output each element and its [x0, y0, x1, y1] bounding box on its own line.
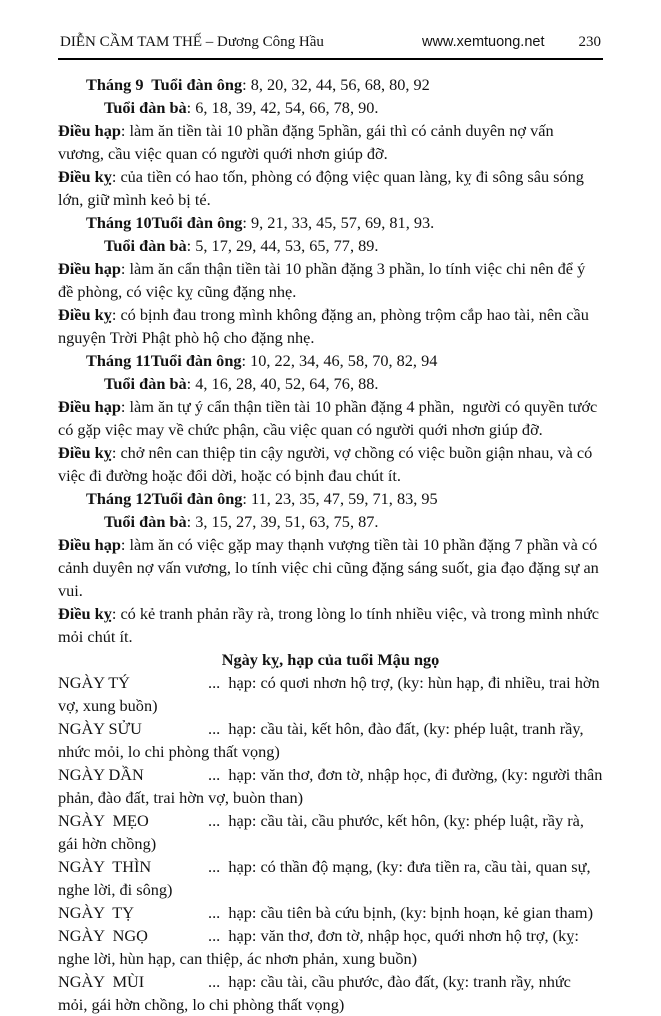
dieu-ky-text: : của tiền có hao tốn, phòng có động việc quan làng, kỵ đi sông sâu sóng lớn, giữ mình keỏ bị té.: [58, 167, 588, 209]
day-text: ... hạp: có quơi nhơn hộ trợ, (ky: hùn hạp, đi nhiều, trai hờn vợ, xung buồn): [58, 673, 604, 715]
day-row-dan: [58, 763, 607, 809]
day-name: NGÀY SỬU: [58, 719, 142, 738]
dieu-hap-paragraph: [58, 257, 603, 303]
dieu-ky-label: Điều kỵ: [58, 443, 112, 462]
dieu-hap-text: : làm ăn tự ý cẩn thận tiền tài 10 phần đặng 4 phần, người có quyền tước có gặp việc may về chức phận, cầu việc quan có người quới nhơn giúp đỡ.: [58, 397, 602, 439]
month-women-values: : 5, 17, 29, 44, 53, 65, 77, 89.: [186, 236, 379, 255]
dieu-hap-paragraph: [58, 533, 603, 602]
dieu-ky-paragraph: [58, 165, 603, 211]
dieu-ky-paragraph: [58, 602, 603, 648]
dieu-ky-paragraph: [58, 441, 603, 487]
month-men-label: Tháng 12Tuổi đàn ông: [86, 489, 243, 508]
dieu-hap-label: Điều hạp: [58, 259, 121, 278]
month-women-line: [58, 234, 603, 257]
dieu-hap-label: Điều hạp: [58, 535, 121, 554]
dieu-hap-text: : làm ăn có việc gặp may thạnh vượng tiền tài 10 phần đặng 7 phần và có cảnh duyên nợ vấn vương, lo tính việc chi cũng đặng sáng suốt, gia đạo đặng sự an vui.: [58, 535, 603, 600]
month-men-label: Tháng 9 Tuổi đàn ông: [86, 75, 243, 94]
page-number: 230: [578, 34, 601, 50]
day-name: NGÀY NGỌ: [58, 926, 148, 945]
month-men-values: : 10, 22, 34, 46, 58, 70, 82, 94: [241, 351, 438, 370]
dieu-ky-label: Điều kỵ: [58, 604, 112, 623]
section-heading: Ngày kỵ, hạp của tuổi Mậu ngọ: [221, 650, 440, 669]
dieu-hap-text: : làm ăn tiền tài 10 phần đặng 5phần, gái thì có cảnh duyên nợ vấn vương, cầu việc quan có người quới nhơn giúp đỡ.: [58, 121, 558, 163]
month-men-line: [58, 73, 603, 96]
day-text: ... hạp: cầu tài, cầu phước, kết hôn, (kỵ: phép luật, rầy rà, gái hờn chồng): [58, 811, 589, 853]
dieu-ky-label: Điều kỵ: [58, 305, 112, 324]
day-name: NGÀY DẦN: [58, 765, 144, 784]
day-text: ... hạp: cầu tài, cầu phước, đào đất, (kỵ: tranh rầy, nhức mỏi, gái hờn chồng, lo chi phòng thất vọng): [58, 972, 575, 1014]
day-name: NGÀY TÝ: [58, 673, 130, 692]
dieu-hap-text: : làm ăn cẩn thận tiền tài 10 phần đặng 3 phần, lo tính việc chi nên để ý đề phòng, có việc kỵ cũng đặng nhẹ.: [58, 259, 590, 301]
page-header: [58, 34, 603, 51]
day-row-suu: [58, 717, 603, 763]
month-women-values: : 3, 15, 27, 39, 51, 63, 75, 87.: [186, 512, 379, 531]
dieu-hap-paragraph: [58, 119, 603, 165]
month-women-label: Tuổi đàn bà: [104, 512, 187, 531]
day-name: NGÀY MÙI: [58, 972, 145, 991]
month-women-line: [58, 96, 603, 119]
month-women-values: : 6, 18, 39, 42, 54, 66, 78, 90.: [186, 98, 379, 117]
month-men-values: : 9, 21, 33, 45, 57, 69, 81, 93.: [242, 213, 435, 232]
month-women-label: Tuổi đàn bà: [104, 374, 187, 393]
book-title: DIỄN CẦM TAM THẾ – Dương Công Hầu: [60, 34, 324, 50]
month-men-label: Tháng 11Tuổi đàn ông: [86, 351, 242, 370]
dieu-hap-label: Điều hạp: [58, 397, 121, 416]
dieu-ky-text: : có bịnh đau trong mình không đặng an, phòng trộm cắp hao tài, nên cầu nguyện Trời Phật phò hộ cho đặng nhẹ.: [58, 305, 593, 347]
dieu-ky-text: : chở nên can thiệp tin cậy người, vợ chồng có việc buồn giận nhau, và có việc đi đường hoặc đổi dời, hoặc có bịnh đau chút ít.: [58, 443, 597, 485]
month-men-label: Tháng 10Tuổi đàn ông: [86, 213, 243, 232]
month-men-line: [58, 349, 603, 372]
month-men-line: [58, 487, 603, 510]
month-women-values: : 4, 16, 28, 40, 52, 64, 76, 88.: [186, 374, 379, 393]
day-name: NGÀY TỴ: [58, 903, 134, 922]
dieu-ky-label: Điều kỵ: [58, 167, 112, 186]
month-women-line: [58, 372, 603, 395]
day-text: ... hạp: cầu tiên bà cứu bịnh, (ky: bịnh hoạn, kẻ gian tham): [208, 903, 594, 922]
month-women-line: [58, 510, 603, 533]
day-text: ... hạp: văn thơ, đơn tờ, nhập học, quới nhơn hộ trợ, (kỵ: nghe lời, hùn hạp, can thiệp, ác nhơn phản, xung buồn): [58, 926, 583, 968]
day-row-mui: [58, 970, 603, 1016]
month-women-label: Tuổi đàn bà: [104, 98, 187, 117]
day-row-thin: [58, 855, 603, 901]
month-men-values: : 8, 20, 32, 44, 56, 68, 80, 92: [242, 75, 430, 94]
dieu-hap-paragraph: [58, 395, 603, 441]
month-women-label: Tuổi đàn bà: [104, 236, 187, 255]
day-name: NGÀY MẸO: [58, 811, 149, 830]
day-text: ... hạp: có thần độ mạng, (ky: đưa tiền ra, cầu tài, quan sự, nghe lời, đi sông): [58, 857, 595, 899]
dieu-hap-label: Điều hạp: [58, 121, 121, 140]
page-content: [58, 73, 607, 1016]
day-name: NGÀY THÌN: [58, 857, 152, 876]
day-text: ... hạp: cầu tài, kết hôn, đào đất, (ky: phép luật, tranh rầy, nhức mỏi, lo chi phòng thất vọng): [58, 719, 588, 761]
day-row-ty: [58, 671, 603, 717]
website-url: www.xemtuong.net: [421, 34, 545, 50]
day-row-meo: [58, 809, 603, 855]
header-divider: [58, 58, 603, 60]
dieu-ky-text: : có kẻ tranh phản rầy rà, trong lòng lo tính nhiều việc, và trong mình nhức mỏi chút ít.: [58, 604, 604, 646]
month-men-values: : 11, 23, 35, 47, 59, 71, 83, 95: [242, 489, 438, 508]
month-men-line: [58, 211, 603, 234]
day-row-ngo: [58, 924, 603, 970]
dieu-ky-paragraph: [58, 303, 603, 349]
day-text: ... hạp: văn thơ, đơn tờ, nhập học, đi đường, (ky: người thân phản, đào đất, trai hờn vợ, buòn than): [58, 765, 607, 807]
day-row-tyj: [58, 901, 603, 924]
